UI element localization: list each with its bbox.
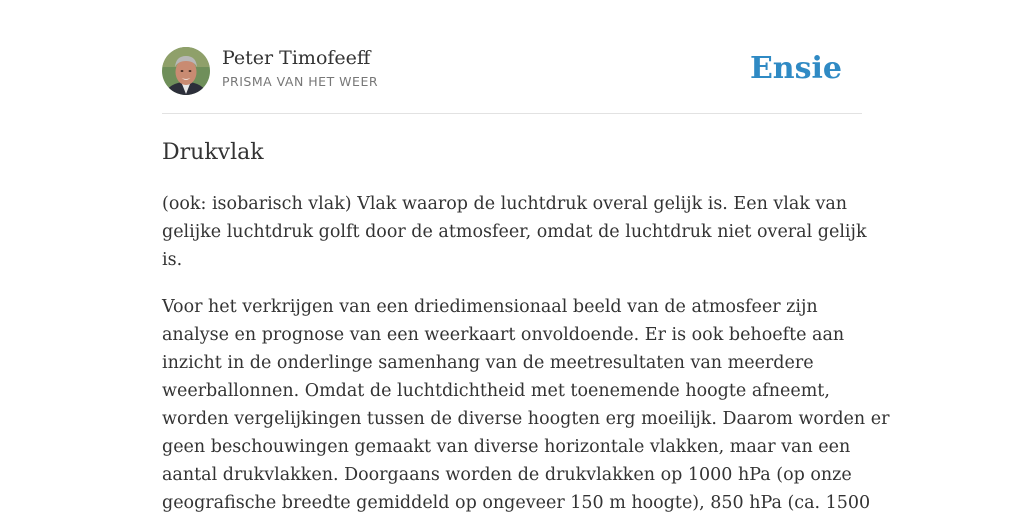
author-name[interactable]: Peter Timofeeff: [222, 47, 371, 69]
ensie-logo[interactable]: Ensie: [749, 51, 842, 86]
paragraph-1: [162, 190, 867, 274]
paragraph-line: inzicht in de onderlinge samenhang van de meetresultaten van meerdere: [162, 353, 814, 373]
paragraph-line: is.: [162, 250, 183, 270]
paragraph-line: aantal drukvlakken. Doorgaans worden de drukvlakken op 1000 hPa (op onze: [162, 465, 852, 485]
paragraph-line: (ook: isobarisch vlak) Vlak waarop de luchtdruk overal gelijk is. Een vlak van: [162, 194, 848, 214]
content-column: [162, 0, 890, 512]
paragraph-line: analyse en prognose van een weerkaart onvoldoende. Er is ook behoefte aan: [162, 325, 845, 345]
paragraph-line: geen beschouwingen gemaakt van diverse horizontale vlakken, maar van een: [162, 437, 851, 457]
paragraph-line: weerballonnen. Omdat de luchtdichtheid met toenemende hoogte afneemt,: [162, 381, 830, 401]
paragraph-line: gelijke luchtdruk golft door de atmosfeer, omdat de luchtdruk niet overal gelijk: [162, 222, 867, 242]
paragraph-line: worden vergelijkingen tussen de diverse hoogten erg moeilijk. Daarom worden er: [162, 409, 890, 429]
author-photo-icon: [162, 47, 210, 95]
publication-name[interactable]: PRISMA VAN HET WEER: [222, 74, 379, 89]
paragraph-line: Voor het verkrijgen van een driedimensionaal beeld van de atmosfeer zijn: [162, 297, 818, 317]
header: [162, 0, 862, 114]
paragraph-line: geografische breedte gemiddeld op ongeveer 150 m hoogte), 850 hPa (ca. 1500: [162, 493, 871, 512]
avatar[interactable]: [162, 47, 210, 95]
article-title: Drukvlak: [162, 140, 264, 165]
paragraph-2: [162, 293, 890, 512]
